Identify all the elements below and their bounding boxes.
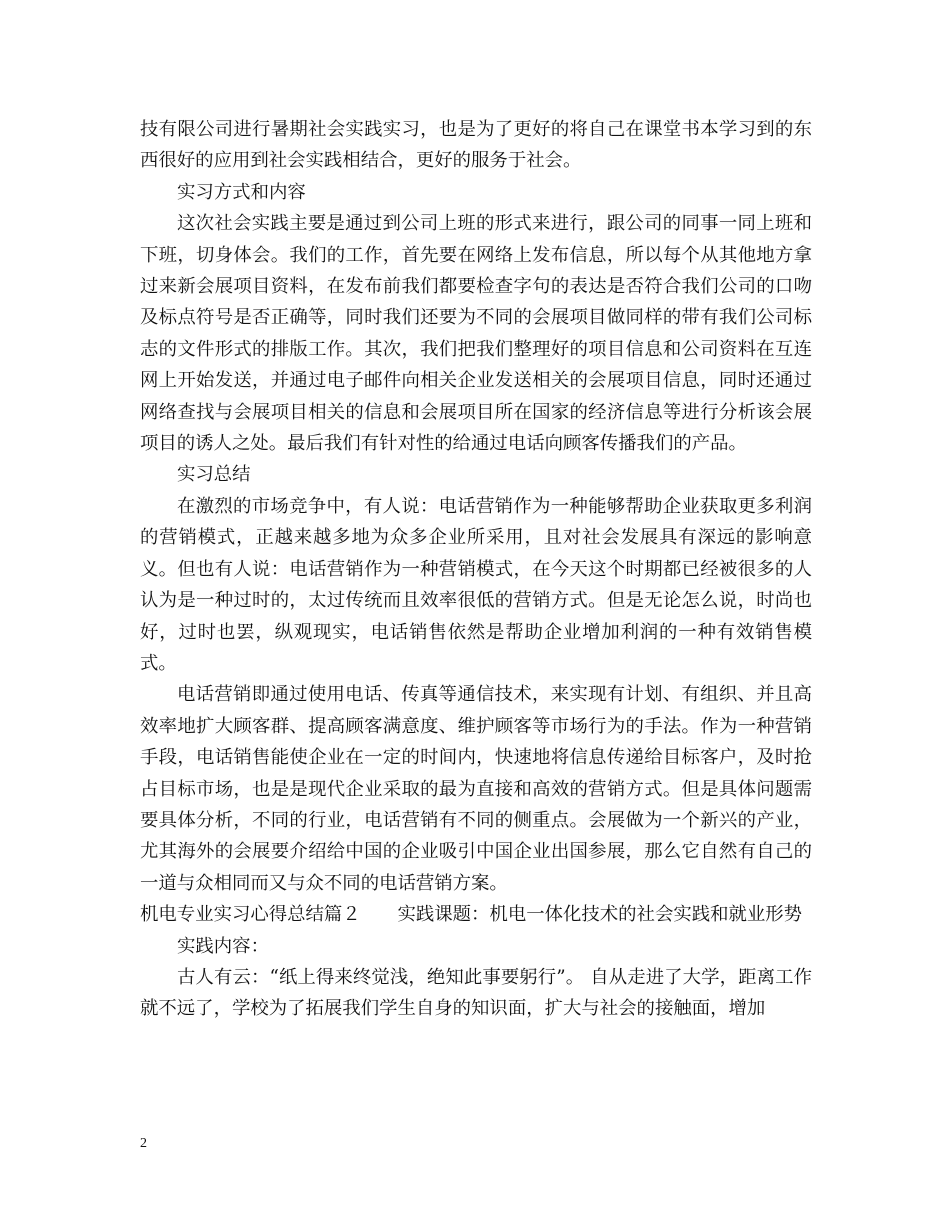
paragraph-5: 在激烈的市场竞争中，有人说：电话营销作为一种能够帮助企业获取更多利润的营销模式，正越来越多地为众多企业所采用，且对社会发展具有深远的影响意义。但也有人说：电话营销作为一种营销模式，在今天这个时期都已经被很多的人认为是一种过时的，太过传统而且效率很低的营销方式。但是无论怎么说，时尚也好，过时也罢，纵观现实，电话销售依然是帮助企业增加利润的一种有效销售模式。	[140, 495, 812, 674]
paragraph-1: 技有限公司进行暑期社会实践实习，也是为了更好的将自己在课堂书本学习到的东西很好的应用到社会实践相结合，更好的服务于社会。	[140, 119, 812, 172]
section-heading-internship-summary: 实习总结	[177, 464, 251, 486]
section-heading-practice-content: 实践内容：	[177, 935, 269, 957]
document-body	[140, 114, 812, 1025]
paragraph-6: 电话营销即通过使用电话、传真等通信技术，来实现有计划、有组织、并且高效率地扩大顾客群、提高顾客满意度、维护顾客等市场行为的手法。作为一种营销手段，电话销售能使企业在一定的时间内，快速地将信息传递给目标客户，及时抢占目标市场，也是是现代企业采取的最为直接和高效的营销方式。但是具体问题需要具体分析，不同的行业，电话营销有不同的侧重点。会展做为一个新兴的产业，尤其海外的会展要介绍给中国的企业吸引中国企业出国参展，那么它自然有自己的一道与众相同而又与众不同的电话营销方案。	[140, 684, 812, 894]
page-number: 2	[140, 1136, 147, 1151]
section-heading-internship-method: 实习方式和内容	[177, 181, 306, 203]
section-title-mechatronics: 机电专业实习心得总结篇２ 实践课题：机电一体化技术的社会实践和就业形势	[140, 904, 803, 926]
paragraph-9: 古人有云：“纸上得来终觉浅，绝知此事要躬行”。 自从走进了大学，距离工作就不远了，学校为了拓展我们学生自身的知识面，扩大与社会的接触面，增加	[140, 966, 812, 1020]
paragraph-3: 这次社会实践主要是通过到公司上班的形式来进行，跟公司的同事一同上班和下班，切身体会。我们的工作，首先要在网络上发布信息，所以每个从其他地方拿过来新会展项目资料，在发布前我们都要检查字句的表达是否符合我们公司的口吻及标点符号是否正确等，同时我们还要为不同的会展项目做同样的带有我们公司标志的文件形式的排版工作。其次，我们把我们整理好的项目信息和公司资料在互连网上开始发送，并通过电子邮件向相关企业发送相关的会展项目信息，同时还通过网络查找与会展项目相关的信息和会展项目所在国家的经济信息等进行分析该会展项目的诱人之处。最后我们有针对性的给通过电话向顾客传播我们的产品。	[140, 213, 812, 455]
